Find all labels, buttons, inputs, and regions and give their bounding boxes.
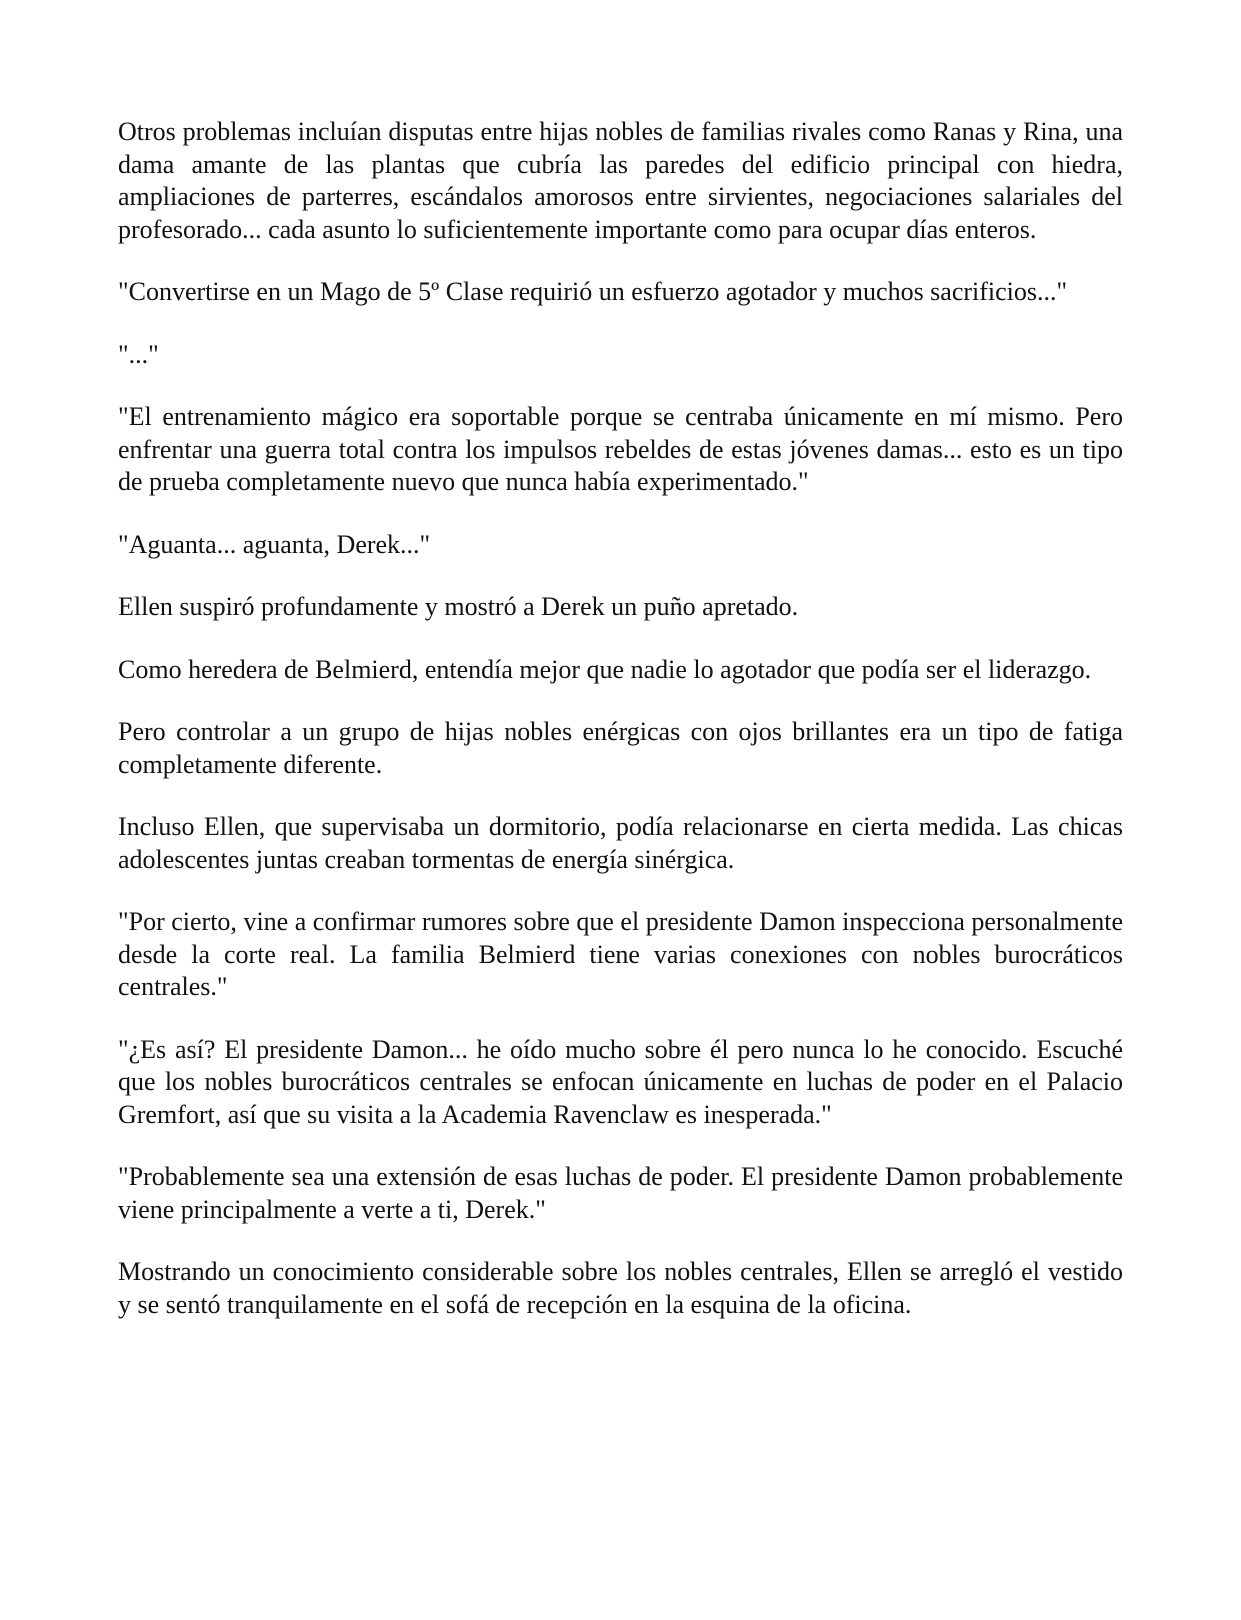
paragraph-quote-damon: "¿Es así? El presidente Damon... he oído mucho sobre él pero nunca lo he conocido. Escuché que los nobles burocráticos centrales se enfocan únicamente en luchas de poder en el Palacio Gremfort, así que su visita a la Academia Ravenclaw es inesperada."	[118, 1034, 1123, 1129]
paragraph-quote-rumors: "Por cierto, vine a confirmar rumores sobre que el presidente Damon inspecciona personalmente desde la corte real. La familia Belmierd tiene varias conexiones con nobles burocráticos centrales."	[118, 907, 1123, 1001]
paragraph-closing: Mostrando un conocimiento considerable sobre los nobles centrales, Ellen se arregló el vestido y se sentó tranquilamente en el sofá de recepción en la esquina de la oficina.	[118, 1257, 1123, 1319]
paragraph-heiress: Como heredera de Belmierd, entendía mejor que nadie lo agotador que podía ser el liderazgo.	[118, 654, 1092, 684]
paragraph-dormitory: Incluso Ellen, que supervisaba un dormitorio, podía relacionarse en cierta medida. Las chicas adolescentes juntas creaban tormentas de energía sinérgica.	[118, 812, 1123, 874]
paragraph-quote-hold-on: "Aguanta... aguanta, Derek..."	[118, 529, 431, 559]
paragraph-quote-power: "Probablemente sea una extensión de esas luchas de poder. El presidente Damon probablemente viene principalmente a verte a ti, Derek."	[118, 1162, 1123, 1224]
paragraph-ellen-sigh: Ellen suspiró profundamente y mostró a Derek un puño apretado.	[118, 592, 799, 621]
paragraph-problems: Otros problemas incluían disputas entre hijas nobles de familias rivales como Ranas y Rina, una dama amante de las plantas que cubría las paredes del edificio principal con hiedra, ampliaciones de parterres, escándalos amorosos entre sirvientes, negociaciones salariales del profesorado... cada asunto lo suficientemente importante como para ocupar días enteros.	[118, 117, 1123, 244]
paragraph-fatigue: Pero controlar a un grupo de hijas nobles enérgicas con ojos brillantes era un tipo de fatiga completamente diferente.	[118, 717, 1123, 779]
document-body	[118, 116, 1123, 1351]
paragraph-quote-mage: "Convertirse en un Mago de 5º Clase requirió un esfuerzo agotador y muchos sacrificios..."	[118, 277, 1068, 306]
paragraph-quote-training: "El entrenamiento mágico era soportable porque se centraba únicamente en mí mismo. Pero enfrentar una guerra total contra los impulsos rebeldes de estas jóvenes damas... esto es un tipo de prueba completamente nuevo que nunca había experimentado."	[118, 402, 1123, 496]
paragraph-quote-ellipsis: "..."	[118, 339, 159, 369]
